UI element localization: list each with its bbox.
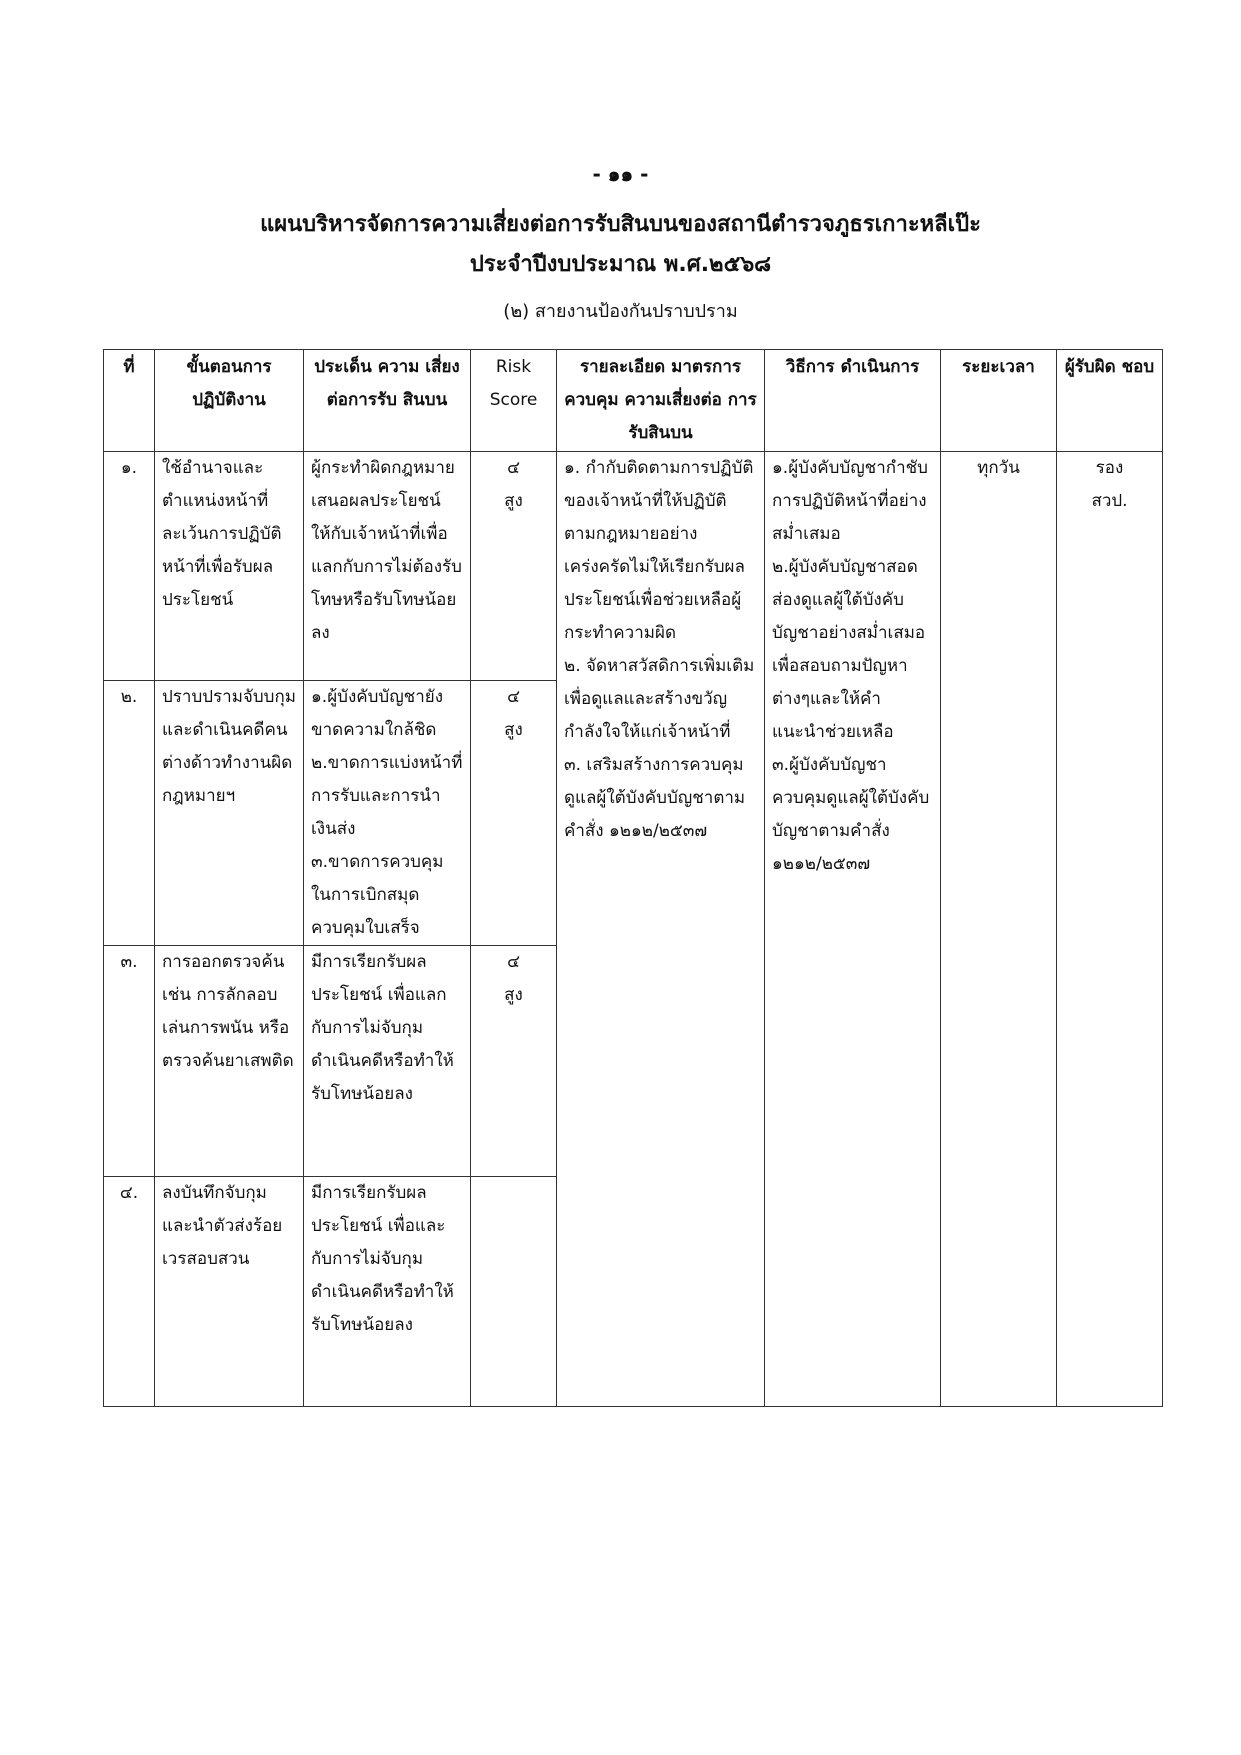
header-period: ระยะเวลา bbox=[941, 350, 1057, 452]
section-subtitle: (๒) สายงานป้องกันปราบปราม bbox=[503, 301, 738, 322]
header-risk-score: Risk Score bbox=[471, 350, 557, 452]
risk-score-value: ๔ bbox=[507, 458, 520, 478]
header-risk-issue: ประเด็น ความ เสี่ยง ต่อการรับ สินบน bbox=[304, 350, 471, 452]
responsible-line-2: สวป. bbox=[1091, 491, 1128, 511]
control-details-cell bbox=[557, 452, 765, 1407]
responsible-line-1: รอง bbox=[1095, 458, 1124, 478]
risk-score-level: สูง bbox=[504, 985, 523, 1005]
table-row bbox=[104, 452, 1163, 681]
header-step: ขั้นตอนการ ปฏิบัติงาน bbox=[155, 350, 304, 452]
risk-score-value: ๔ bbox=[507, 952, 520, 972]
risk-score-level: สูง bbox=[504, 491, 523, 511]
header-method: วิธีการ ดำเนินการ bbox=[765, 350, 941, 452]
risk-score-cell bbox=[471, 946, 557, 1177]
method-2: ๒.ผู้บังคับบัญชาสอดส่องดูแลผู้ใต้บังคับบัญชาอย่างสม่ำเสมอเพื่อสอบถามปัญหาต่างๆและให้คำแนะนำช่วยเหลือ bbox=[772, 557, 926, 742]
risk-issue-cell: มีการเรียกรับผลประโยชน์ เพื่อและกับการไม่จับกุม ดำเนินคดีหรือทำให้รับโทษน้อยลง bbox=[304, 1177, 471, 1407]
risk-issue-cell: ผู้กระทำผิดกฎหมายเสนอผลประโยชน์ ให้กับเจ้าหน้าที่เพื่อแลกกับการไม่ต้องรับโทษหรือรับโทษน้อยลง bbox=[304, 452, 471, 681]
period-cell: ทุกวัน bbox=[941, 452, 1057, 1407]
method-cell bbox=[765, 452, 941, 1407]
risk-score-cell bbox=[471, 452, 557, 681]
row-number: ๒. bbox=[104, 681, 155, 946]
header-no: ที่ bbox=[104, 350, 155, 452]
method-1: ๑.ผู้บังคับบัญชากำชับการปฏิบัติหน้าที่อย่างสม่ำเสมอ bbox=[772, 458, 928, 544]
page-number: - ๑๑ - bbox=[592, 162, 649, 186]
risk-score-cell bbox=[471, 681, 557, 946]
header-control-details: รายละเอียด มาตรการ ควบคุม ความเสี่ยงต่อ การ รับสินบน bbox=[557, 350, 765, 452]
control-measure-2: ๒. จัดหาสวัสดิการเพิ่มเติมเพื่อดูแลและสร้างขวัญกำลังใจให้แก่เจ้าหน้าที่ bbox=[564, 656, 755, 742]
responsible-cell bbox=[1057, 452, 1163, 1407]
document-title-fiscal-year: ประจำปีงบประมาณ พ.ศ.๒๕๖๘ bbox=[469, 252, 772, 277]
method-3: ๓.ผู้บังคับบัญชาควบคุมดูแลผู้ใต้บังคับบัญชาตามคำสั่ง ๑๒๑๒/๒๕๓๗ bbox=[772, 755, 930, 874]
step-cell: ลงบันทึกจับกุมและนำตัวส่งร้อยเวรสอบสวน bbox=[155, 1177, 304, 1407]
risk-score-cell bbox=[471, 1177, 557, 1407]
document-title: แผนบริหารจัดการความเสี่ยงต่อการรับสินบนของสถานีตำรวจภูธรเกาะหลีเป๊ะ bbox=[260, 212, 981, 237]
row-number: ๔. bbox=[104, 1177, 155, 1407]
risk-issue-cell: มีการเรียกรับผล ประโยชน์ เพื่อแลกกับการไม่จับกุม ดำเนินคดีหรือทำให้รับโทษน้อยลง bbox=[304, 946, 471, 1177]
step-cell: การออกตรวจค้นเช่น การลักลอบ เล่นการพนัน หรือตรวจค้นยาเสพติด bbox=[155, 946, 304, 1177]
row-number: ๑. bbox=[104, 452, 155, 681]
control-measure-1: ๑. กำกับติดตามการปฏิบัติของเจ้าหน้าที่ให้ปฏิบัติตามกฎหมายอย่างเคร่งครัดไม่ให้เรียกรับผลประโยชน์เพื่อช่วยเหลือผู้กระทำความผิด bbox=[564, 458, 754, 643]
risk-issue-cell bbox=[304, 681, 471, 946]
step-cell: ปราบปรามจับบกุมและดำเนินคดีคนต่างด้าวทำงานผิด กฎหมายฯ bbox=[155, 681, 304, 946]
header-responsible: ผู้รับผิด ชอบ bbox=[1057, 350, 1163, 452]
risk-plan-table bbox=[103, 349, 1163, 1407]
step-cell: ใช้อำนาจและตำแหน่งหน้าที่ละเว้นการปฏิบัติหน้าที่เพื่อรับผลประโยชน์ bbox=[155, 452, 304, 681]
risk-issue-item-1: ๑.ผู้บังคับบัญชายังขาดความใกล้ชิด bbox=[311, 687, 444, 740]
table-header-row bbox=[104, 350, 1163, 452]
risk-issue-item-2: ๒.ขาดการแบ่งหน้าที่การรับและการนำเงินส่ง bbox=[311, 753, 463, 839]
risk-score-value: ๔ bbox=[507, 687, 520, 707]
control-measure-3: ๓. เสริมสร้างการควบคุมดูแลผู้ใต้บังคับบัญชาตามคำสั่ง ๑๒๑๒/๒๕๓๗ bbox=[564, 755, 746, 841]
risk-score-level: สูง bbox=[504, 720, 523, 740]
row-number: ๓. bbox=[104, 946, 155, 1177]
risk-issue-item-3: ๓.ขาดการควบคุมในการเบิกสมุดควบคุมใบเสร็จ bbox=[311, 852, 444, 938]
